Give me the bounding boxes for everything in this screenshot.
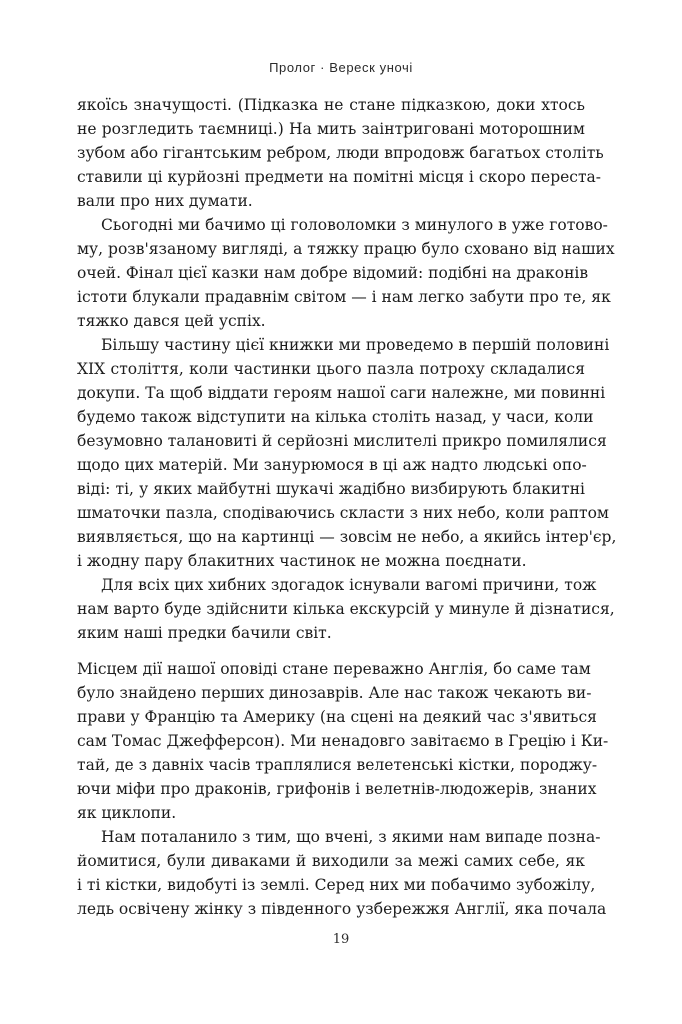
running-head: Пролог · Вереск уночі [269,60,413,75]
text-line: безумовно талановиті й серйозні мислителі прикро помилялися [77,432,607,450]
text-section-2 [77,657,609,921]
text-line: не розгледить таємниці.) На мить заінтриговані моторошним [77,120,585,138]
text-line: яким наші предки бачили світ. [77,624,332,642]
text-line: нам варто буде здійснити кілька екскурсій у минуле й дізнатися, [77,600,615,618]
text-line: зубом або гігантським ребром, люди впродовж багатьох століть [77,144,604,162]
section-opening-line: Місцем дії нашої оповіді стане переважно Англія, бо саме там [77,660,591,678]
text-line: виявляється, що на картинці — зовсім не небо, а якийсь інтер'єр, [77,528,617,546]
text-line: очей. Фінал цієї казки нам добре відомий: подібні на драконів [77,264,589,282]
paragraph-first-line: Сьогодні ми бачимо ці головоломки з минулого в уже готово- [101,216,608,234]
text-line: вали про них думати. [77,192,253,210]
text-line: ледь освічену жінку з південного узбережжя Англії, яка почала [77,900,607,918]
text-line: му, розв'язаному вигляді, а тяжку працю було сховано від наших [77,240,615,258]
text-line: тяжко дався цей успіх. [77,312,266,330]
text-line: і ті кістки, видобуті із землі. Серед них ми побачимо зубожілу, [77,876,596,894]
text-line: будемо також відступити на кілька століть назад, у часи, коли [77,408,594,426]
text-line: XIX століття, коли частинки цього пазла потроху складалися [77,360,585,378]
text-line: і жодну пару блакитних частинок не можна поєднати. [77,552,527,570]
text-line: йомитися, були диваками й виходили за межі самих себе, як [77,852,585,870]
text-line: істоти блукали прадавнім світом — і нам легко забути про те, як [77,288,611,306]
text-line: віді: ті, у яких майбутні шукачі жадібно визбирують блакитні [77,480,585,498]
text-line: як циклопи. [77,804,177,822]
text-line: шматочки пазла, сподіваючись скласти з них небо, коли раптом [77,504,609,522]
text-line: прави у Францію та Америку (на сцені на деякий час з'явиться [77,708,597,726]
text-line: докупи. Та щоб віддати героям нашої саги належне, ми повинні [77,384,606,402]
page-number: 19 [332,932,350,947]
paragraph-first-line: Для всіх цих хибних здогадок існували вагомі причини, тож [101,576,597,594]
text-section-1 [77,93,617,645]
text-line: сам Томас Джефферсон). Ми ненадовго завітаємо в Грецію і Ки- [77,732,609,750]
text-line: було знайдено перших динозаврів. Але нас також чекають ви- [77,684,592,702]
text-line: ставили ці курйозні предмети на помітні місця і скоро переста- [77,168,602,186]
text-line: тай, де з давніх часів траплялися велетенські кістки, породжу- [77,756,598,774]
text-line: ючи міфи про драконів, грифонів і велетнів-людожерів, знаних [77,780,597,798]
paragraph-first-line: Нам поталанило з тим, що вчені, з якими нам випаде позна- [101,828,601,846]
text-line: щодо цих матерій. Ми занурюмося в ці аж надто людські опо- [77,456,587,474]
paragraph-first-line: Більшу частину цієї книжки ми проведемо в першій половині [101,336,610,354]
text-line: якоїсь значущості. (Підказка не стане підказкою, доки хтось [77,96,585,114]
